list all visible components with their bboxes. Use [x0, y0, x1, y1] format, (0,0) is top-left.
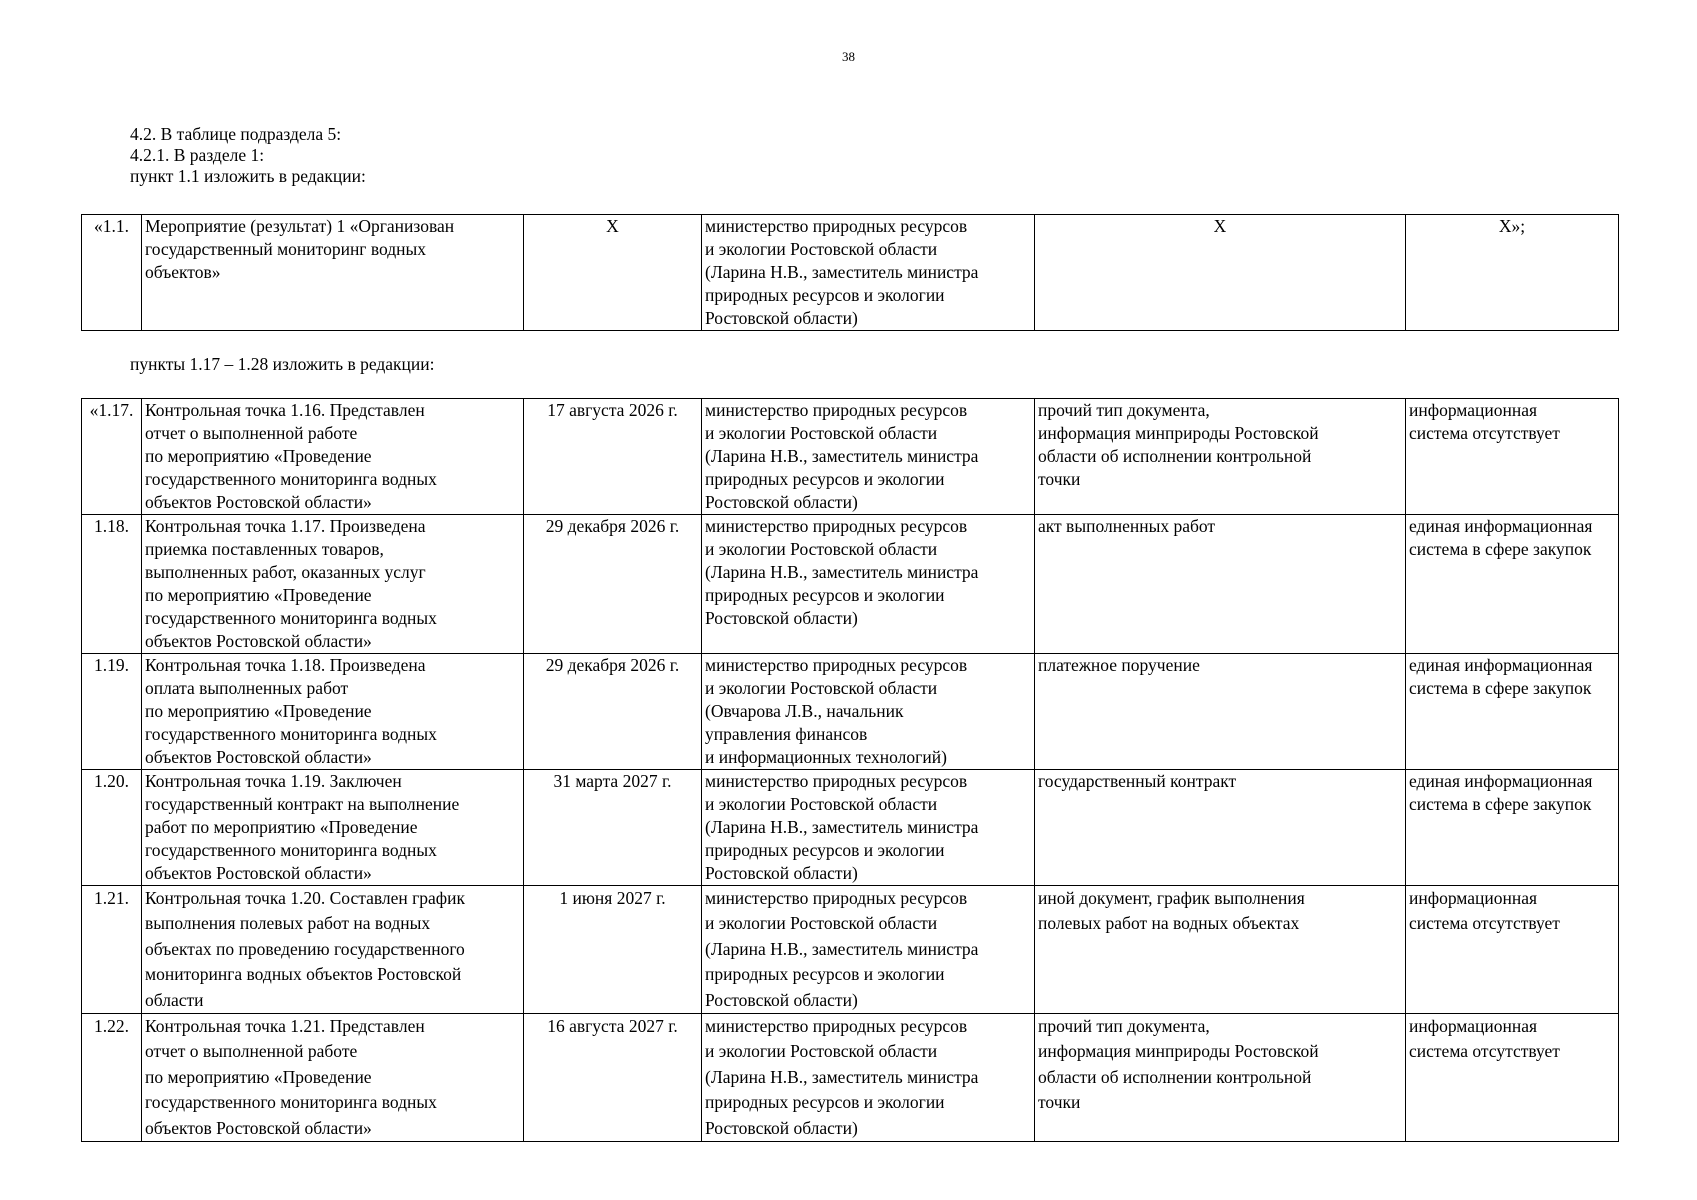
responsible-line: (Овчарова Л.В., начальник [705, 701, 904, 721]
system-line: единая информационная [1409, 655, 1593, 675]
item-name-line: выполненных работ, оказанных услуг [145, 562, 426, 582]
document-line: точки [1038, 469, 1081, 489]
system-line: система в сфере закупок [1409, 794, 1592, 814]
responsible-line: и экологии Ростовской области [705, 678, 938, 698]
responsible-line: Ростовской области) [705, 863, 858, 883]
document-line: прочий тип документа, [1038, 400, 1210, 420]
item-responsible [702, 770, 1035, 886]
item-date: 16 августа 2027 г. [524, 1014, 702, 1142]
item-document [1035, 886, 1406, 1014]
system-line: система отсутствует [1409, 423, 1560, 443]
item-name-line: оплата выполненных работ [145, 678, 349, 698]
item-date: 29 декабря 2026 г. [524, 654, 702, 770]
system-line: система отсутствует [1409, 1041, 1560, 1062]
item-name-line: Мероприятие (результат) 1 «Организован [145, 216, 455, 236]
responsible-line: природных ресурсов и экологии [705, 840, 945, 860]
responsible-line: природных ресурсов и экологии [705, 469, 945, 489]
intro-text [130, 124, 366, 187]
responsible-line: (Ларина Н.В., заместитель министра [705, 1066, 979, 1087]
system-line: информационная [1409, 400, 1538, 420]
page-number: 38 [842, 49, 855, 64]
item-system [1406, 399, 1619, 515]
item-document [1035, 770, 1406, 886]
item-name-line: по мероприятию «Проведение [145, 1066, 372, 1087]
item-name-line: Контрольная точка 1.16. Представлен [145, 400, 425, 420]
item-name-line: Контрольная точка 1.18. Произведена [145, 655, 426, 675]
system-line: информационная [1409, 888, 1538, 908]
table-item-1-1 [81, 214, 1619, 331]
responsible-line: и экологии Ростовской области [705, 239, 938, 259]
item-number: 1.20. [82, 770, 142, 886]
item-name-line: государственного мониторинга водных [145, 469, 437, 489]
item-name [142, 399, 524, 515]
item-system [1406, 515, 1619, 654]
document-line: прочий тип документа, [1038, 1016, 1210, 1037]
document-line: государственный контракт [1038, 771, 1237, 791]
item-document: Х [1035, 215, 1406, 331]
item-system [1406, 1014, 1619, 1142]
document-line: платежное поручение [1038, 655, 1200, 675]
item-name-line: объектов Ростовской области» [145, 631, 372, 651]
intro-line-1: 4.2. В таблице подраздела 5: [130, 124, 342, 144]
document-line: точки [1038, 1092, 1081, 1113]
item-name-line: Контрольная точка 1.21. Представлен [145, 1016, 425, 1037]
responsible-line: и экологии Ростовской области [705, 423, 938, 443]
item-name [142, 886, 524, 1014]
item-name [142, 1014, 524, 1142]
responsible-line: министерство природных ресурсов [705, 888, 968, 908]
item-name [142, 770, 524, 886]
responsible-line: природных ресурсов и экологии [705, 1092, 945, 1113]
responsible-line: (Ларина Н.В., заместитель министра [705, 262, 979, 282]
responsible-line: Ростовской области) [705, 308, 858, 328]
responsible-line: Ростовской области) [705, 608, 858, 628]
item-name-line: объектов Ростовской области» [145, 863, 372, 883]
document-line: области об исполнении контрольной [1038, 446, 1312, 466]
responsible-line: природных ресурсов и экологии [705, 585, 945, 605]
intro-line-3: пункт 1.1 изложить в редакции: [130, 166, 366, 186]
item-name-line: объектов Ростовской области» [145, 492, 372, 512]
table-row [82, 399, 1619, 515]
item-name-line: области [145, 989, 204, 1010]
item-name [142, 654, 524, 770]
responsible-line: (Ларина Н.В., заместитель министра [705, 817, 979, 837]
table-row [82, 515, 1619, 654]
system-line: система в сфере закупок [1409, 678, 1592, 698]
responsible-line: (Ларина Н.В., заместитель министра [705, 562, 979, 582]
item-document [1035, 515, 1406, 654]
item-responsible [702, 515, 1035, 654]
responsible-line: и экологии Ростовской области [705, 539, 938, 559]
item-responsible [702, 399, 1035, 515]
item-date: Х [524, 215, 702, 331]
item-document [1035, 399, 1406, 515]
responsible-line: и информационных технологий) [705, 747, 947, 767]
item-responsible [702, 215, 1035, 331]
item-number: 1.18. [82, 515, 142, 654]
item-number: 1.19. [82, 654, 142, 770]
responsible-line: Ростовской области) [705, 1117, 858, 1138]
item-name [142, 215, 524, 331]
item-name-line: по мероприятию «Проведение [145, 446, 372, 466]
item-name-line: работ по мероприятию «Проведение [145, 817, 418, 837]
system-line: единая информационная [1409, 771, 1593, 791]
item-name-line: по мероприятию «Проведение [145, 585, 372, 605]
responsible-line: Ростовской области) [705, 989, 858, 1010]
intro-line-2: 4.2.1. В разделе 1: [130, 145, 265, 165]
document-line: области об исполнении контрольной [1038, 1066, 1312, 1087]
item-name-line: Контрольная точка 1.17. Произведена [145, 516, 426, 536]
item-date: 29 декабря 2026 г. [524, 515, 702, 654]
responsible-line: министерство природных ресурсов [705, 771, 968, 791]
item-number: 1.22. [82, 1014, 142, 1142]
item-system [1406, 770, 1619, 886]
document-line: иной документ, график выполнения [1038, 888, 1305, 908]
subheading: пункты 1.17 – 1.28 изложить в редакции: [130, 354, 435, 374]
item-number: «1.17. [82, 399, 142, 515]
responsible-line: и экологии Ростовской области [705, 913, 938, 934]
item-date: 1 июня 2027 г. [524, 886, 702, 1014]
item-name-line: государственного мониторинга водных [145, 724, 437, 744]
item-responsible [702, 654, 1035, 770]
item-name-line: объектах по проведению государственного [145, 938, 465, 959]
item-name-line: государственный мониторинг водных [145, 239, 427, 259]
item-name-line: Контрольная точка 1.20. Составлен график [145, 888, 466, 908]
item-name-line: выполнения полевых работ на водных [145, 913, 431, 934]
item-name-line: государственного мониторинга водных [145, 1092, 437, 1113]
item-name-line: мониторинга водных объектов Ростовской [145, 964, 462, 985]
item-name-line: Контрольная точка 1.19. Заключен [145, 771, 402, 791]
item-name-line: по мероприятию «Проведение [145, 701, 372, 721]
item-name-line: государственного мониторинга водных [145, 840, 437, 860]
responsible-line: и экологии Ростовской области [705, 1041, 938, 1062]
responsible-line: природных ресурсов и экологии [705, 964, 945, 985]
responsible-line: управления финансов [705, 724, 868, 744]
responsible-line: министерство природных ресурсов [705, 400, 968, 420]
responsible-line: министерство природных ресурсов [705, 516, 968, 536]
item-date: 31 марта 2027 г. [524, 770, 702, 886]
item-document [1035, 654, 1406, 770]
table-row [82, 654, 1619, 770]
document-line: информация минприроды Ростовской [1038, 1041, 1319, 1062]
system-line: система в сфере закупок [1409, 539, 1592, 559]
responsible-line: (Ларина Н.В., заместитель министра [705, 938, 979, 959]
item-name [142, 515, 524, 654]
responsible-line: министерство природных ресурсов [705, 216, 968, 236]
item-responsible [702, 886, 1035, 1014]
item-number: 1.21. [82, 886, 142, 1014]
item-name-line: приемка поставленных товаров, [145, 539, 384, 559]
responsible-line: министерство природных ресурсов [705, 655, 968, 675]
item-system [1406, 654, 1619, 770]
system-line: единая информационная [1409, 516, 1593, 536]
responsible-line: и экологии Ростовской области [705, 794, 938, 814]
item-system [1406, 886, 1619, 1014]
item-name-line: объектов Ростовской области» [145, 1117, 372, 1138]
item-name-line: отчет о выполненной работе [145, 1041, 358, 1062]
responsible-line: (Ларина Н.В., заместитель министра [705, 446, 979, 466]
item-name-line: государственный контракт на выполнение [145, 794, 460, 814]
table-row [82, 215, 1619, 331]
document-line: полевых работ на водных объектах [1038, 913, 1300, 934]
item-document [1035, 1014, 1406, 1142]
document-line: информация минприроды Ростовской [1038, 423, 1319, 443]
responsible-line: природных ресурсов и экологии [705, 285, 945, 305]
table-items-1-17-1-22 [81, 398, 1619, 1142]
item-name-line: объектов» [145, 262, 221, 282]
item-number: «1.1. [82, 215, 142, 331]
item-name-line: государственного мониторинга водных [145, 608, 437, 628]
item-system: Х»; [1406, 215, 1619, 331]
item-name-line: отчет о выполненной работе [145, 423, 358, 443]
table-row [82, 1014, 1619, 1142]
responsible-line: министерство природных ресурсов [705, 1016, 968, 1037]
item-name-line: объектов Ростовской области» [145, 747, 372, 767]
responsible-line: Ростовской области) [705, 492, 858, 512]
document-line: акт выполненных работ [1038, 516, 1216, 536]
table-row [82, 770, 1619, 886]
table-row [82, 886, 1619, 1014]
item-responsible [702, 1014, 1035, 1142]
system-line: информационная [1409, 1016, 1538, 1037]
system-line: система отсутствует [1409, 913, 1560, 934]
item-date: 17 августа 2026 г. [524, 399, 702, 515]
